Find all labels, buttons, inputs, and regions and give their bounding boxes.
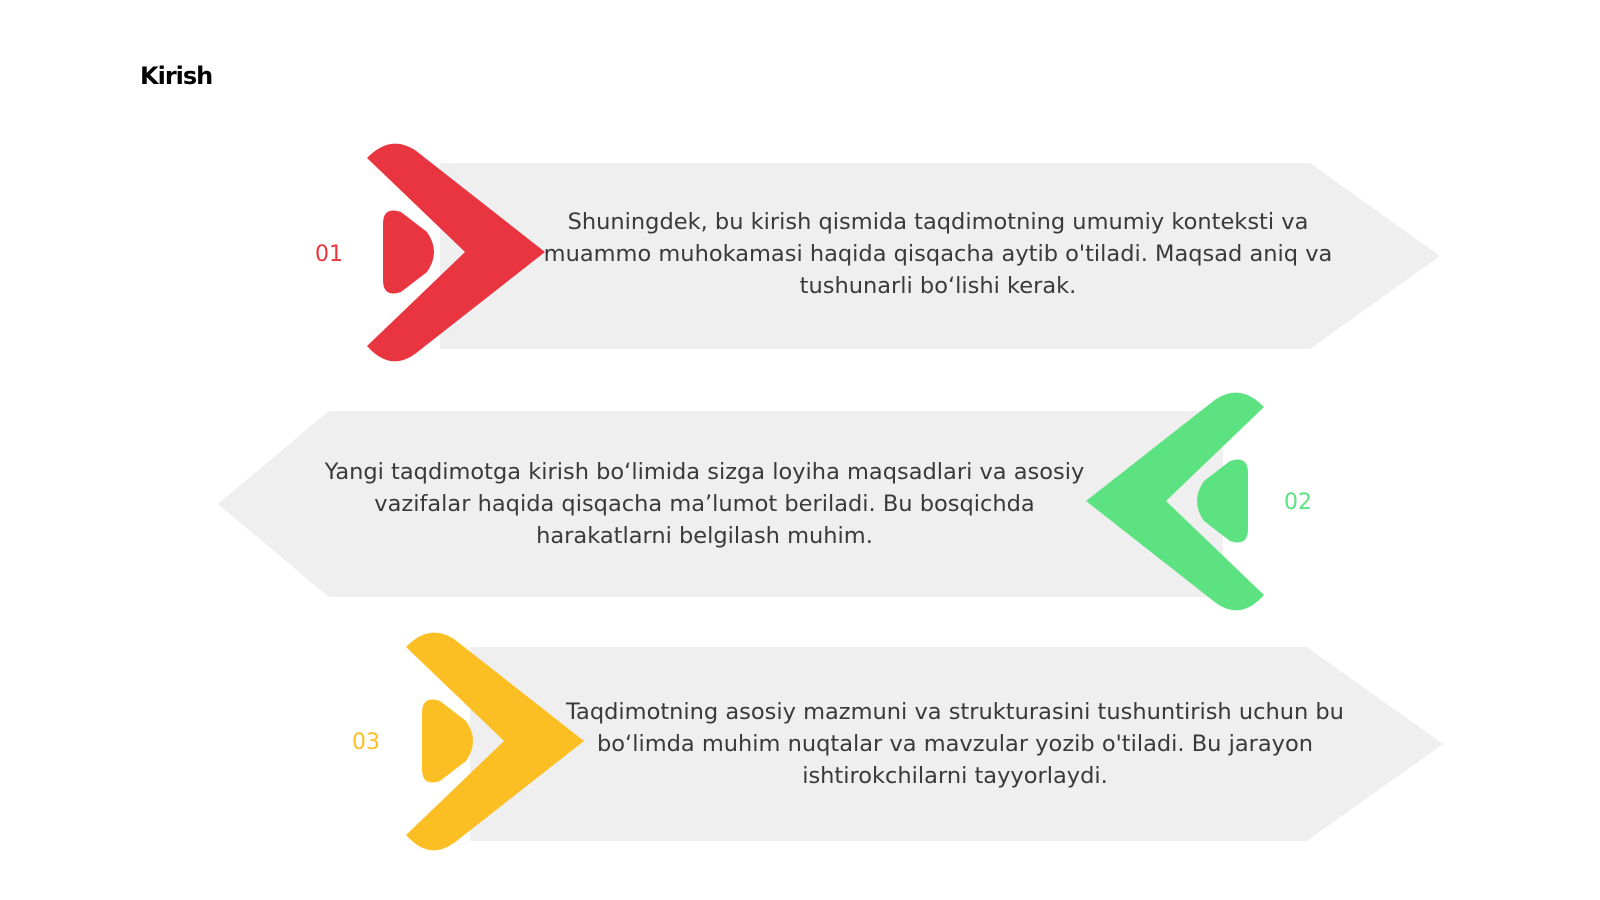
- item-1-text: Shuningdek, bu kirish qismida taqdimotning umumiy konteksti va muammo muhokamasi haqida qisqacha aytib o'tiladi. Maqsad aniq va tushunarli bo‘lishi kerak.: [543, 209, 1333, 299]
- item-2-text: Yangi taqdimotga kirish bo‘limida sizga loyiha maqsadlari va asosiy vazifalar haqida qisqacha ma’lumot beriladi. Bu bosqichda harakatlarni belgilash muhim.: [324, 459, 1085, 549]
- item-3-number: 03: [352, 730, 380, 755]
- item-2-chevron-left-icon: [1076, 389, 1276, 614]
- slide-title: Kirish: [140, 62, 213, 90]
- item-1-chevron-right-icon: [355, 140, 555, 365]
- item-1-number: 01: [315, 242, 343, 267]
- item-3-text: Taqdimotning asosiy mazmuni va strukturasini tushuntirish uchun bu bo‘limda muhim nuqtalar va mavzular yozib o'tiladi. Bu jarayon ishtirokchilarni tayyorlaydi.: [566, 699, 1344, 789]
- item-2-number: 02: [1284, 490, 1312, 515]
